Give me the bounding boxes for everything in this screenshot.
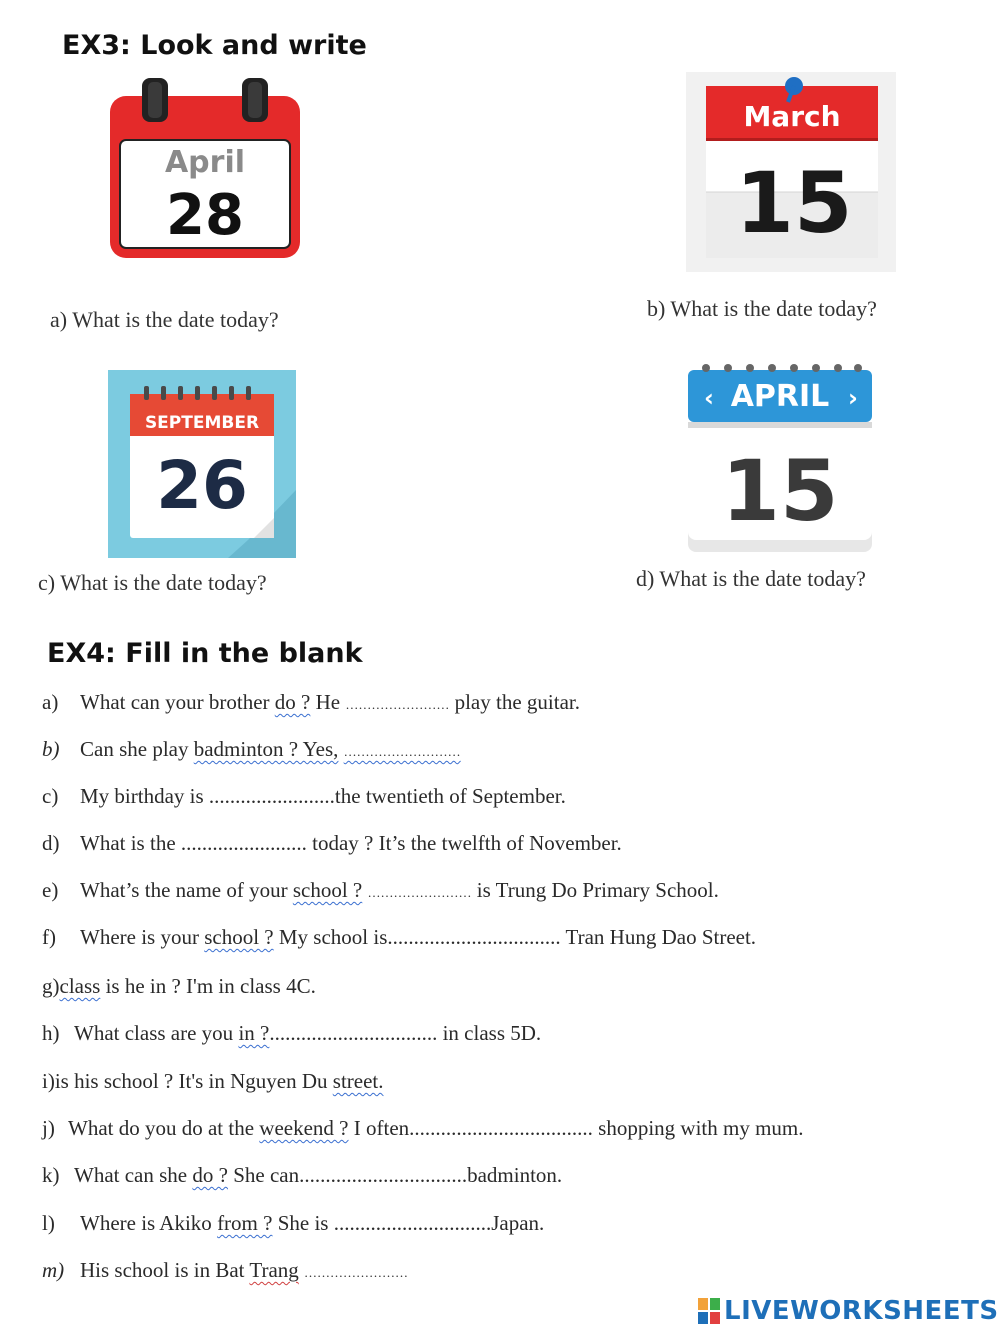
answer-blank[interactable]: ................................	[299, 1163, 468, 1187]
item-marked-text: Trang	[249, 1258, 299, 1282]
item-text: is his school ? It's in Nguyen Du	[54, 1069, 333, 1093]
item-text: is he in ? I'm in class 4C.	[100, 974, 316, 998]
item-label: h)	[42, 1021, 60, 1045]
item-text: shopping with my mum.	[592, 1116, 804, 1140]
liveworksheets-logo-icon	[698, 1298, 720, 1324]
item-label: d)	[42, 831, 60, 855]
item-label: i)	[42, 1069, 55, 1093]
fill-item-d	[42, 831, 622, 856]
fill-item-e	[42, 878, 719, 903]
calendar-d-day: 15	[721, 442, 839, 540]
fill-item-b	[42, 737, 461, 762]
item-label: c)	[42, 784, 59, 808]
fill-item-l	[42, 1211, 544, 1236]
calendar-d-arrow-right: ›	[848, 384, 858, 412]
item-marked-text: in ?	[238, 1021, 270, 1045]
calendar-september-26	[108, 370, 296, 558]
item-label: k)	[42, 1163, 60, 1187]
item-marked-text: from ?	[217, 1211, 273, 1235]
fill-item-i	[42, 1069, 384, 1094]
item-text: in class 5D.	[437, 1021, 542, 1045]
item-text: badminton.	[467, 1163, 563, 1187]
answer-blank[interactable]: ...................................	[409, 1116, 593, 1140]
ex4-title: EX4: Fill in the blank	[47, 638, 363, 669]
item-text: She is	[272, 1211, 334, 1235]
calendar-april-15	[686, 362, 874, 554]
question-d: d) What is the date today?	[636, 566, 866, 591]
answer-blank[interactable]: ........................	[208, 784, 335, 808]
item-text: is Trung Do Primary School.	[471, 878, 719, 902]
item-text: I often	[348, 1116, 410, 1140]
item-text: Japan.	[491, 1211, 545, 1235]
calendar-b-day: 15	[735, 154, 853, 252]
answer-blank[interactable]: ................................	[269, 1021, 438, 1045]
liveworksheets-logo	[698, 1296, 999, 1326]
item-text: My birthday is	[80, 784, 209, 808]
item-text: She can	[227, 1163, 300, 1187]
fill-item-j	[42, 1116, 804, 1141]
item-label: a)	[42, 690, 59, 714]
item-text: play the guitar.	[449, 690, 580, 714]
fill-item-h	[42, 1021, 541, 1046]
item-text: Tran Hung Dao Street.	[560, 925, 757, 949]
item-text: My school is	[273, 925, 388, 949]
answer-blank[interactable]: ..............................	[333, 1211, 492, 1235]
item-label: l)	[42, 1211, 55, 1235]
item-marked-text: do ?	[274, 690, 311, 714]
item-text: What’s the name of your	[80, 878, 293, 902]
answer-blank[interactable]: ……………………	[345, 697, 450, 712]
item-label: f)	[42, 925, 56, 949]
question-b: b) What is the date today?	[647, 296, 877, 321]
item-label: j)	[42, 1116, 55, 1140]
fill-item-a	[42, 690, 580, 715]
item-text: He	[310, 690, 346, 714]
item-marked-text: weekend ?	[259, 1116, 349, 1140]
calendar-c-month: SEPTEMBER	[144, 413, 260, 433]
item-marked-text: class	[59, 974, 101, 998]
item-text: today ? It’s the twelfth of November.	[306, 831, 622, 855]
answer-blank[interactable]: ……………………	[367, 885, 472, 900]
item-text: What class are you	[74, 1021, 239, 1045]
item-text: What is the	[80, 831, 181, 855]
question-c: c) What is the date today?	[38, 570, 267, 595]
question-a: a) What is the date today?	[50, 307, 279, 332]
calendar-d-month: APRIL	[730, 379, 830, 414]
fill-item-g	[42, 974, 316, 999]
calendar-a-day: 28	[166, 183, 244, 248]
fill-item-k	[42, 1163, 562, 1188]
item-marked-text: school ?	[204, 925, 274, 949]
item-marked-text: do ?	[192, 1163, 228, 1187]
item-text: What can she	[74, 1163, 193, 1187]
item-text: the twentieth of September.	[334, 784, 566, 808]
item-text: Where is Akiko	[80, 1211, 218, 1235]
calendar-a-month: April	[164, 145, 246, 180]
answer-blank[interactable]: .................................	[387, 925, 561, 949]
ex3-title: EX3: Look and write	[62, 30, 367, 61]
fill-item-m	[42, 1258, 408, 1283]
calendar-april-28	[108, 74, 304, 264]
answer-blank[interactable]: ………………………	[343, 744, 461, 759]
brand-name: LIVEWORKSHEETS	[724, 1296, 999, 1326]
calendar-d-arrow-left: ‹	[704, 384, 714, 412]
item-label: e)	[42, 878, 59, 902]
item-marked-text: badminton ? Yes,	[193, 737, 339, 761]
item-text: What can your brother	[80, 690, 275, 714]
answer-blank[interactable]: ……………………	[304, 1265, 409, 1280]
item-text: Can she play	[80, 737, 194, 761]
item-label: m)	[42, 1258, 65, 1282]
fill-item-c	[42, 784, 566, 809]
item-marked-text: school ?	[292, 878, 363, 902]
answer-blank[interactable]: ........................	[180, 831, 307, 855]
calendar-march-15	[686, 72, 896, 272]
item-label: g)	[42, 974, 60, 998]
item-text: What do you do at the	[68, 1116, 260, 1140]
item-label: b)	[42, 737, 60, 761]
fill-item-f	[42, 925, 756, 950]
calendar-b-month: March	[743, 100, 841, 133]
calendar-c-day: 26	[156, 447, 248, 524]
item-text: His school is in Bat	[80, 1258, 250, 1282]
item-text: Where is your	[80, 925, 205, 949]
item-marked-text: street.	[332, 1069, 384, 1093]
